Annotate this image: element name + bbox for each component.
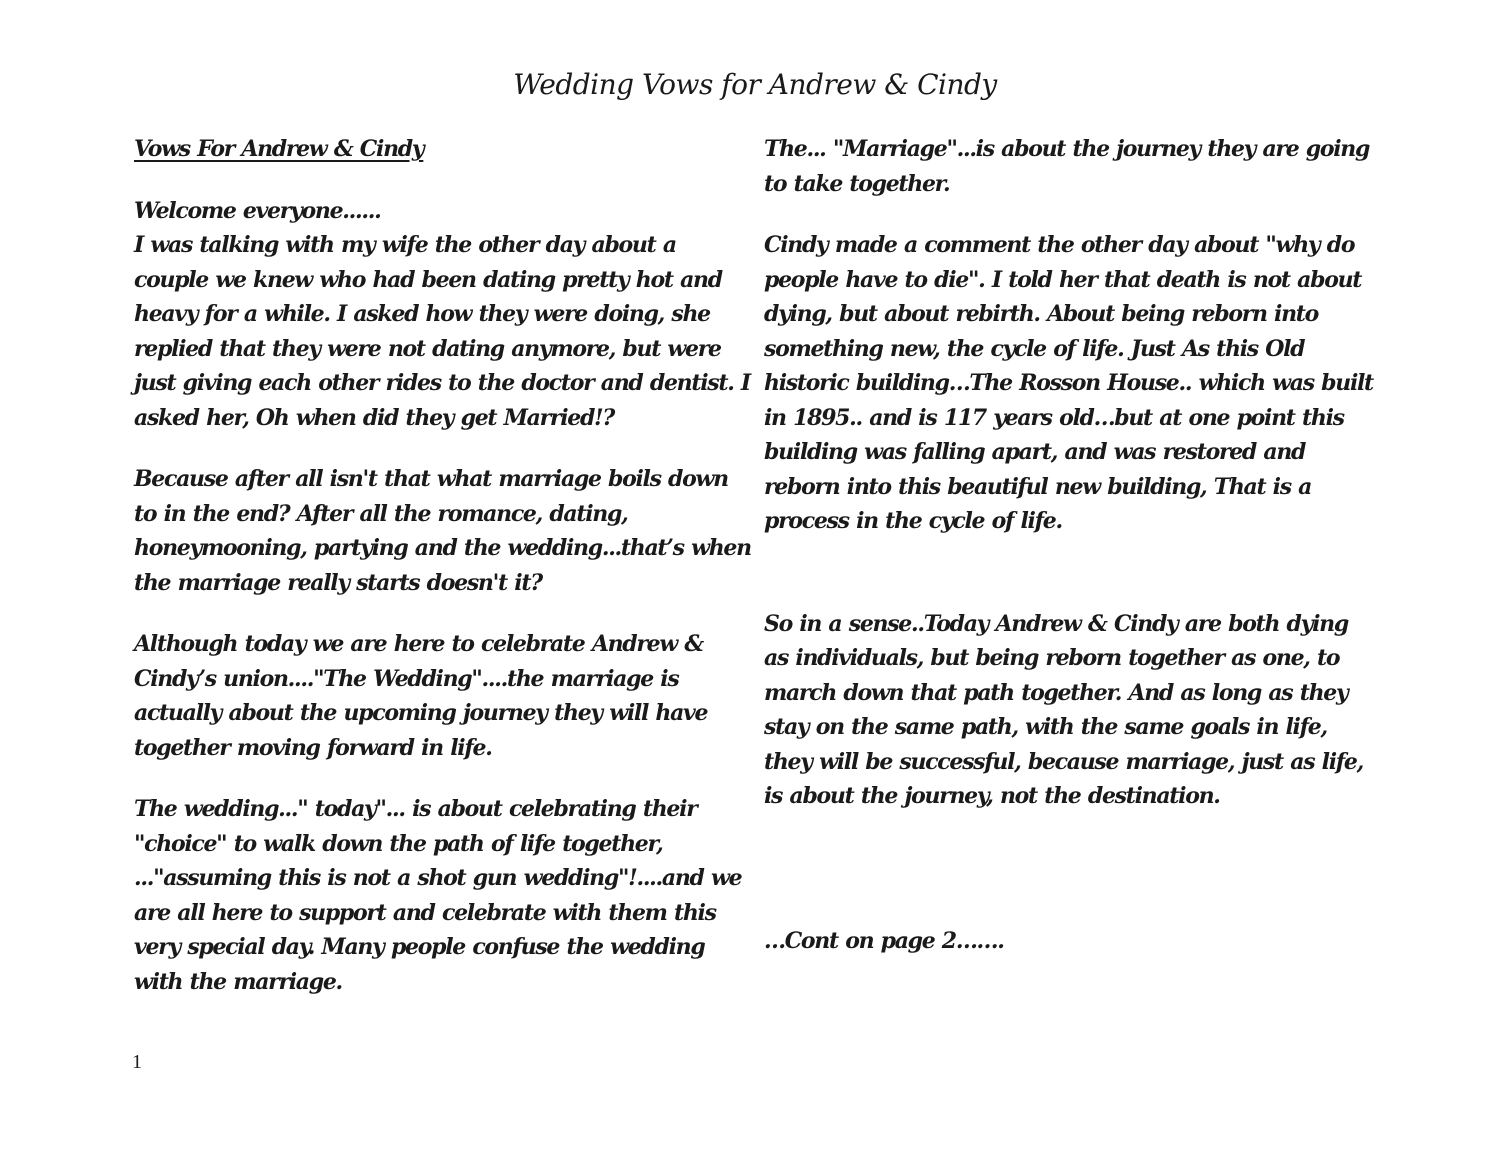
paragraph-celebrate-union: Although today we are here to celebrate Andrew & Cindy’s union...."The Wedding"....the marriage is actually about the upcoming journey they will have together moving forward in life.	[134, 631, 708, 761]
paragraph-cycle-of-life: Cindy made a comment the other day about "why do people have to die". I told her that death is not about dying, but about rebirth. About being reborn into something new, the cycle of life. Just As this Old historic building…The Rosson House.. which was built in 1895.. and is 117 years old…but at one point this building was falling apart, and was restored and reborn into this beautiful new building, That is a process in the cycle of life.	[764, 232, 1373, 534]
paragraph-marriage-end: Because after all isn't that what marriage boils down to in the end? After all the romance, dating, honeymooning, partying and the wedding...that’s when the marriage really starts doesn't it?	[134, 466, 751, 596]
paragraph-wedding-choice: The wedding..." today"... is about celebrating their "choice" to walk down the path of life together, ..."assuming this is not a shot gun wedding"!....and we are all here to support and celebrate with them this very special day. Many people confuse the wedding with the marriage.	[134, 796, 742, 995]
left-column	[134, 132, 754, 1026]
page-title: Wedding Vows for Andrew & Cindy	[513, 68, 997, 101]
paragraph-couple-story: I was talking with my wife the other day about a couple we knew who had been dating pretty hot and heavy for a while. I asked how they were doing, she replied that they were not dating anymore, but were just giving each other rides to the doctor and dentist. I asked her, Oh when did they get Married!?	[134, 232, 750, 431]
paragraph-reborn-together: So in a sense..Today Andrew & Cindy are both dying as individuals, but being reborn together as one, to march down that path together. And as long as they stay on the same path, with the same goals in life, they will be successful, because marriage, just as life, is about the journey, not the destination.	[764, 610, 1363, 809]
welcome-line: Welcome everyone......	[134, 197, 381, 224]
right-column	[764, 132, 1379, 985]
continuation-note: …Cont on page 2…….	[764, 927, 1004, 954]
vows-heading: Vows For Andrew & Cindy	[134, 136, 424, 162]
page-number: 1	[132, 1051, 142, 1073]
vows-body-opening	[134, 194, 754, 436]
paragraph-marriage-journey: The... "Marriage"...is about the journey they are going to take together.	[764, 136, 1370, 197]
